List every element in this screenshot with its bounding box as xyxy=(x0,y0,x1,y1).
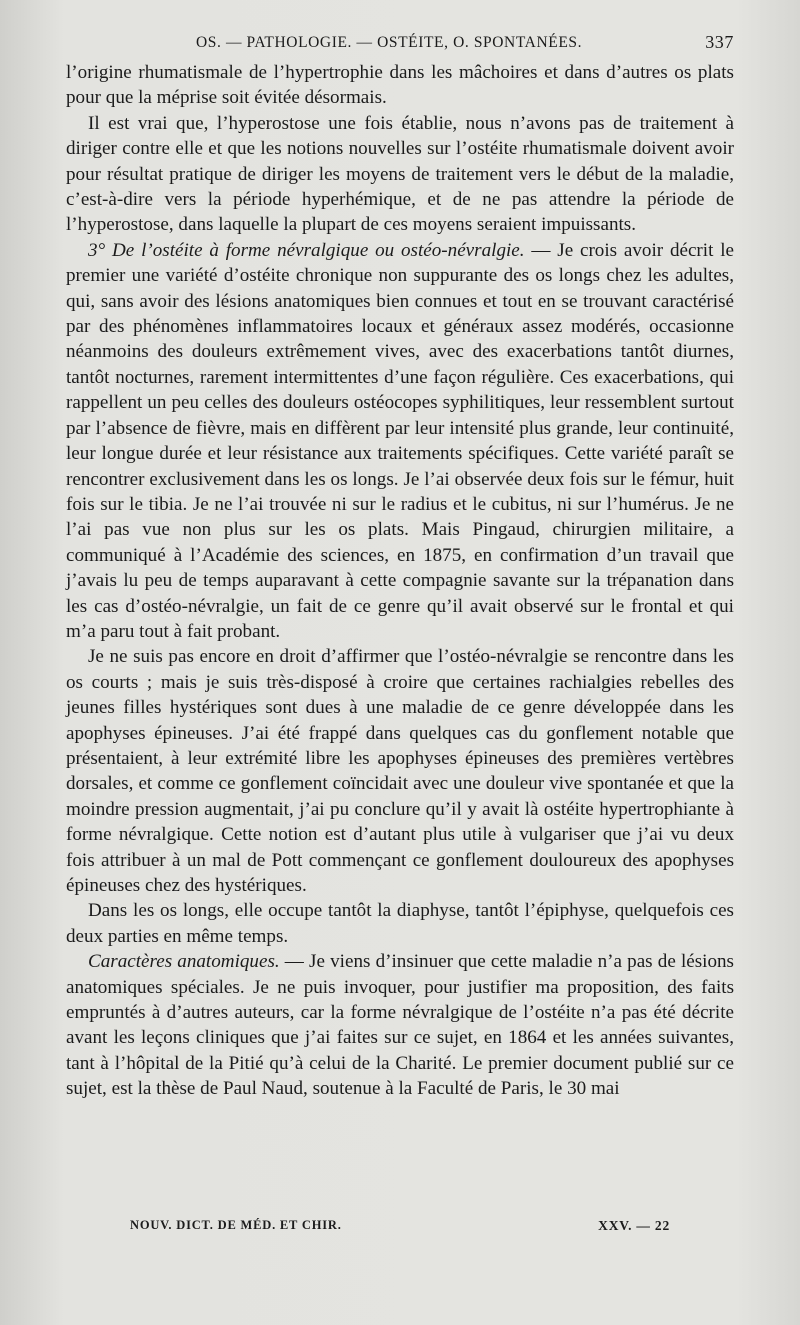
paragraph-1 xyxy=(66,60,734,111)
body-text xyxy=(66,60,734,1102)
paragraph-4 xyxy=(66,644,734,898)
section-heading-osteo-nevralgie: 3° De l’ostéite à forme névralgique ou ostéo-névralgie. xyxy=(88,239,525,261)
paragraph-text: l’origine rhumatismale de l’hypertrophie dans les mâchoires et dans d’autres os plats pour que la méprise soit évitée désormais. xyxy=(66,62,734,109)
paragraph-3 xyxy=(66,238,734,645)
running-header xyxy=(66,34,734,54)
header-title: OS. — PATHOLOGIE. — OSTÉITE, O. SPONTANÉES. xyxy=(196,34,583,51)
paragraph-6 xyxy=(66,949,734,1101)
section-heading-caracteres-anatomiques: Caractères anatomiques. xyxy=(88,951,280,973)
paragraph-2 xyxy=(66,111,734,238)
footer-publication: NOUV. DICT. DE MÉD. ET CHIR. xyxy=(130,1218,342,1232)
page-footer xyxy=(130,1218,670,1238)
paragraph-5 xyxy=(66,898,734,949)
paragraph-text: — Je crois avoir décrit le premier une variété d’ostéite chronique non suppurante des os longs chez les adultes, qui, sans avoir des lésions anatomiques bien connues et tout en se trouvant caractérisé par des phénomènes inflammatoires locaux et généraux assez modérés, occasionne néanmoins des douleurs extrêmement vives, avec des exacerbations tantôt diurnes, tantôt nocturnes, rarement intermittentes d’une façon régulière. Ces exacerbations, qui rappellent un peu celles des douleurs ostéocopes syphilitiques, leur ressemblent surtout par l’absence de fièvre, mais en diffèrent par leur intensité plus grande, leur continuité, leur longue durée et leur résistance aux traitements spécifiques. Cette variété paraît se rencontrer exclusivement dans les os longs. Je l’ai observée deux fois sur le fémur, huit fois sur le tibia. Je ne l’ai trouvée ni sur le radius et le cubitus, ni sur l’humérus. Je ne l’ai pas vue non plus sur les os plats. Mais Pingaud, chirurgien militaire, a communiqué à l’Académie des sciences, en 1875, en confirmation d’un travail que j’avais lu peu de temps auparavant à cette compagnie savante sur la trépanation dans les cas d’ostéo-névralgie, un fait de ce genre qu’il avait observé sur le frontal et qui m’a paru tout à fait probant. xyxy=(66,239,734,642)
paragraph-text: Il est vrai que, l’hyperostose une fois établie, nous n’avons pas de traitement à diriger contre elle et que les notions nouvelles sur l’ostéite rhumatismale doivent avoir pour résultat pratique de diriger les moyens de traitement vers le début de la maladie, c’est-à-dire vers la période hyperhémique, et de ne pas attendre la période de l’hyperostose, dans laquelle la plupart de ces moyens seraient impuissants. xyxy=(66,112,734,236)
footer-signature: XXV. — 22 xyxy=(598,1218,670,1233)
paragraph-text: Je ne suis pas encore en droit d’affirmer que l’ostéo-névralgie se rencontre dans les os courts ; mais je suis très-disposé à croire que certaines rachialgies rebelles des jeunes filles hystériques sont dues à une maladie de ce genre développée dans les apophyses épineuses. J’ai été frappé dans quelques cas du gonflement notable que présentaient, à leur extrémité libre les apophyses épineuses des premières vertèbres dorsales, et comme ce gonflement coïncidait avec une douleur vive spontanée et que la moindre pression augmentait, j’ai pu conclure qu’il y avait là ostéite hypertrophiante à forme névralgique. Cette notion est d’autant plus utile à vulgariser que j’ai vu deux fois attribuer à un mal de Pott commençant ce gonflement douloureux des apophyses épineuses chez des hystériques. xyxy=(66,646,734,896)
page-number: 337 xyxy=(705,32,734,52)
paragraph-text: — Je viens d’insinuer que cette maladie n’a pas de lésions anatomiques spéciales. Je ne puis invoquer, pour justifier ma proposition, des faits empruntés à d’autres auteurs, car la forme névralgique de l’ostéite n’a pas été décrite avant les leçons cliniques que j’ai faites sur ce sujet, en 1864 et les années suivantes, tant à l’hôpital de la Pitié qu’à celui de la Charité. Le premier document publié sur ce sujet, est la thèse de Paul Naud, soutenue à la Faculté de Paris, le 30 mai xyxy=(66,951,734,1100)
paragraph-text: Dans les os longs, elle occupe tantôt la diaphyse, tantôt l’épiphyse, quelquefois ces deux parties en même temps. xyxy=(66,900,734,947)
